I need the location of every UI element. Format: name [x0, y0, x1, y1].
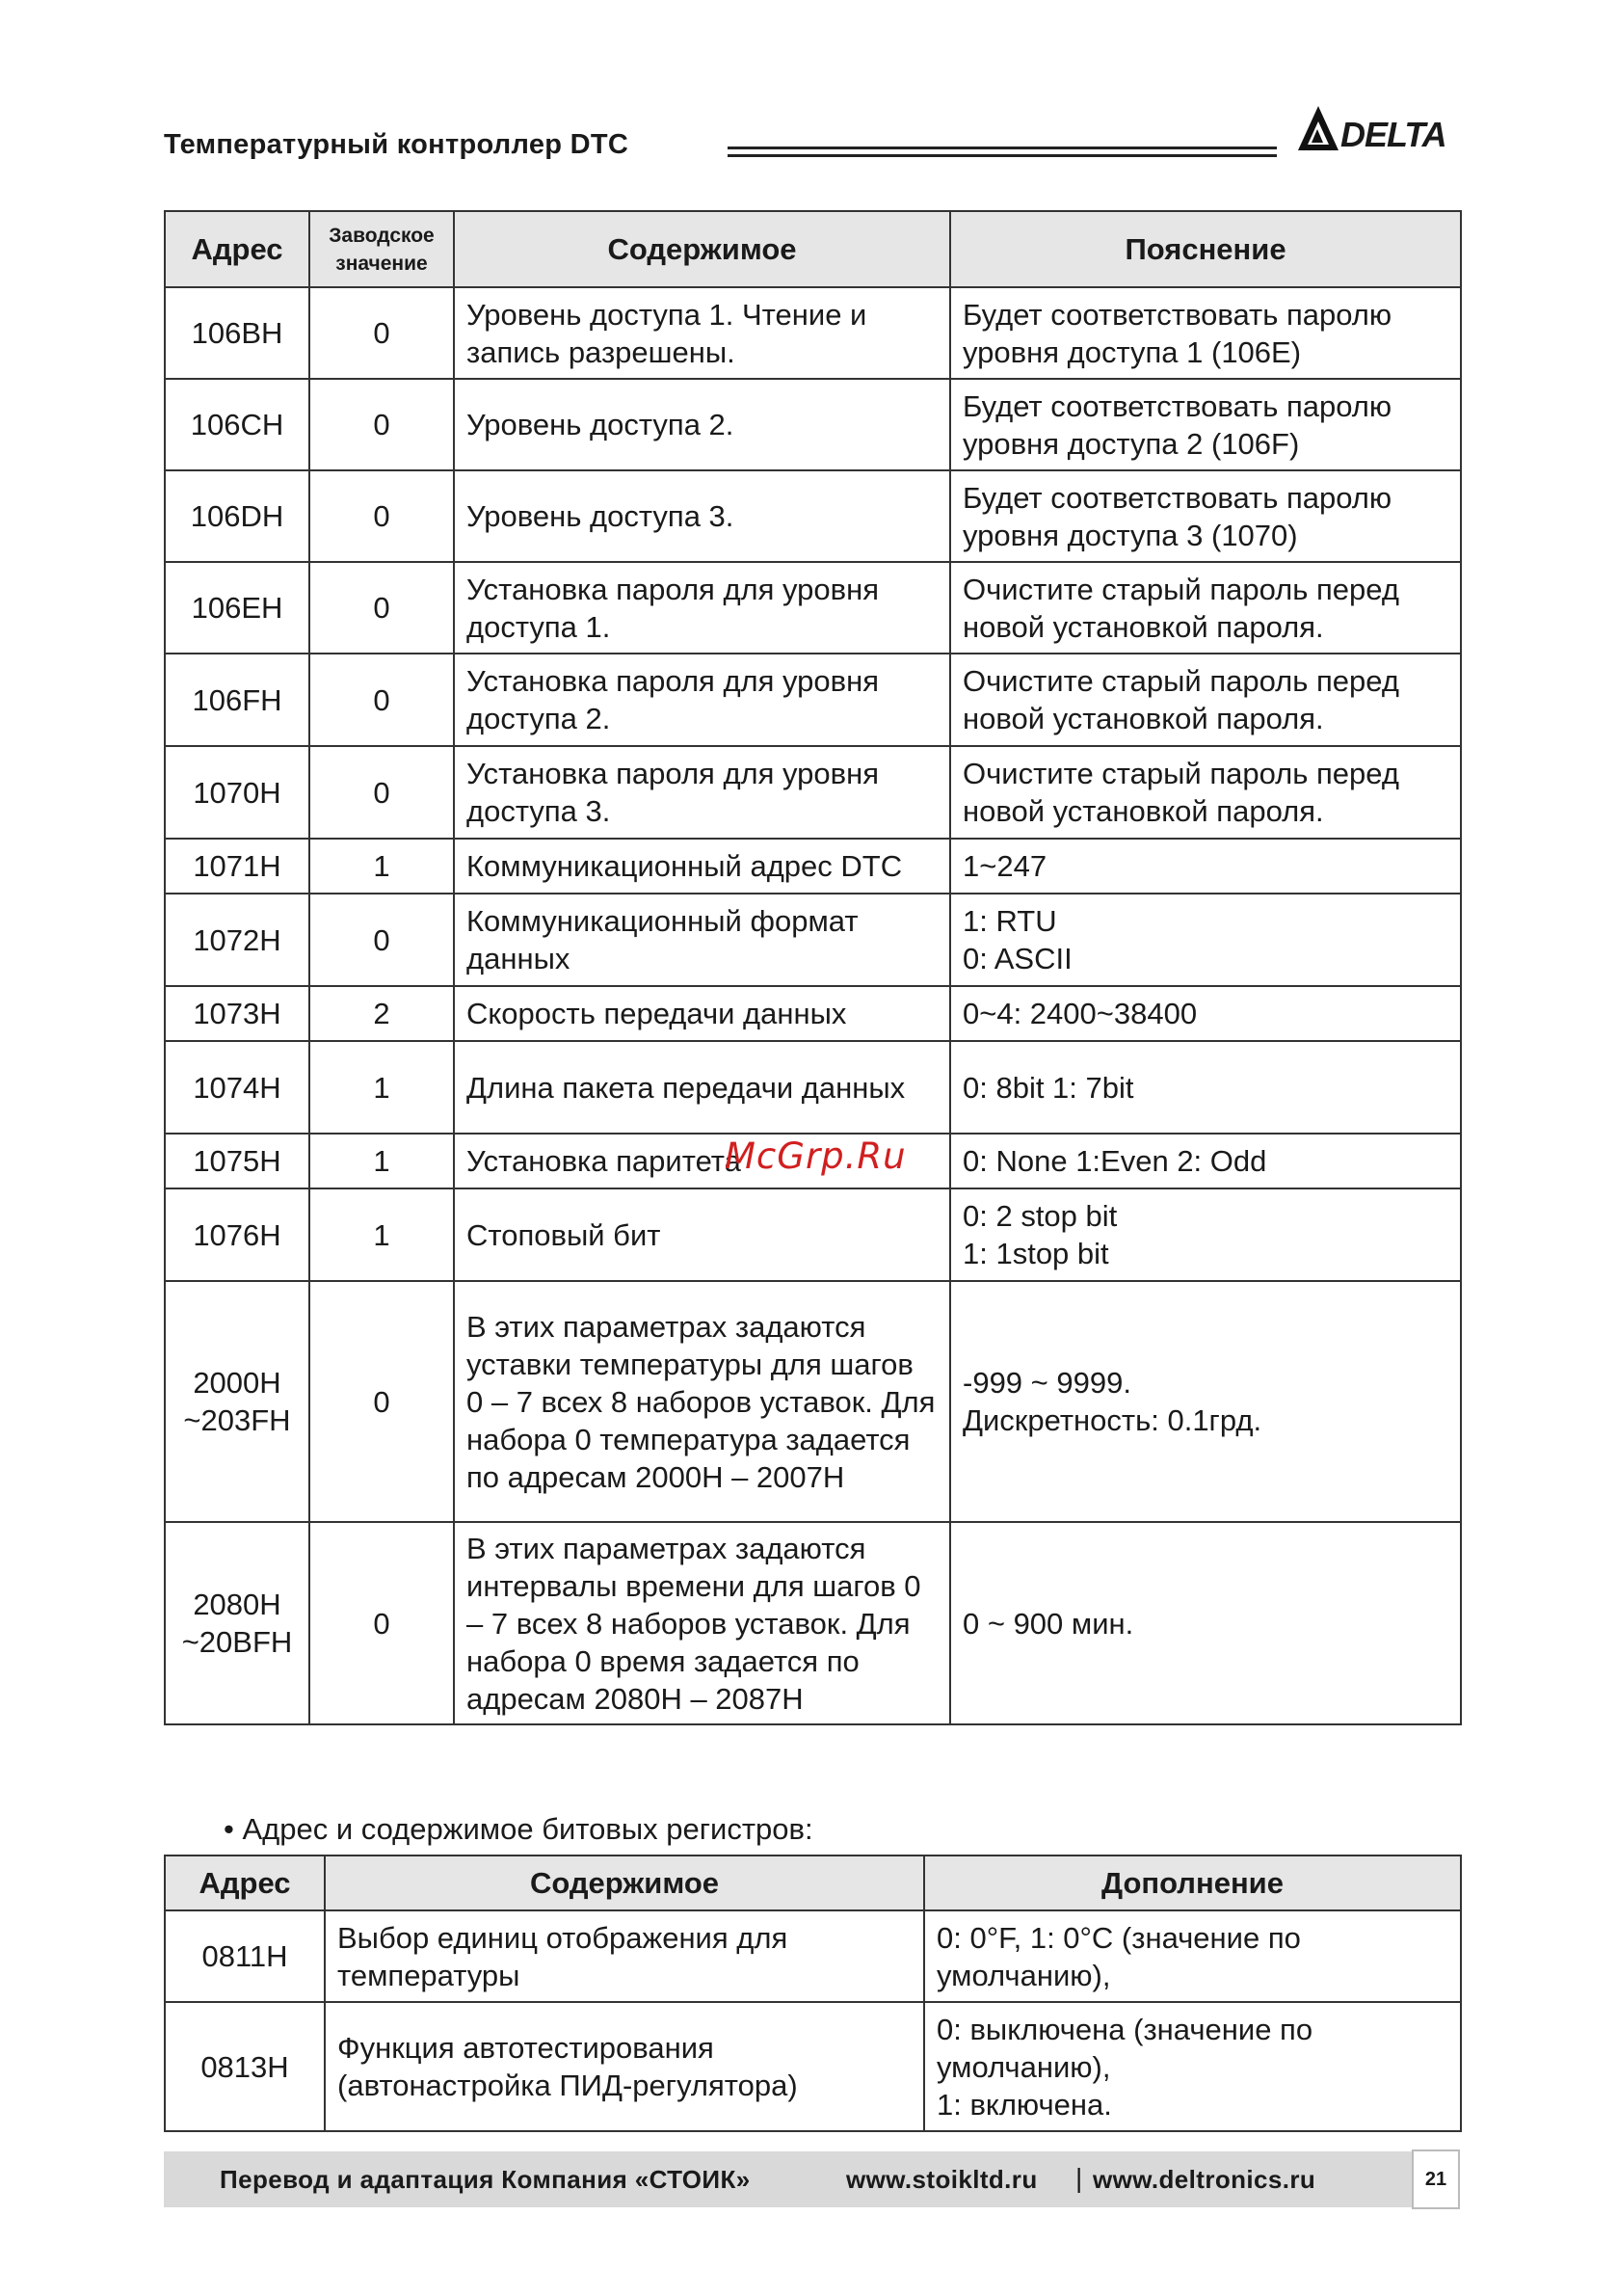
cell-address: 2000H ~203FH	[165, 1281, 309, 1522]
header-rule	[728, 147, 1277, 157]
cell-note: 1: RTU 0: ASCII	[950, 894, 1461, 986]
cell-address: 106CH	[165, 379, 309, 470]
cell-content: Коммуникационный формат данных	[454, 894, 950, 986]
table-row	[165, 1522, 1461, 1724]
cell-content: Установка паритета	[454, 1134, 950, 1188]
table-header-row	[165, 1855, 1461, 1910]
cell-content: Установка пароля для уровня доступа 2.	[454, 654, 950, 746]
header-title: Температурный контроллер DTC	[164, 129, 629, 160]
watermark: McGrp.Ru	[725, 1135, 907, 1177]
cell-default: 0	[309, 287, 454, 379]
cell-default: 1	[309, 1188, 454, 1281]
cell-address: 2080H ~20BFH	[165, 1522, 309, 1724]
cell-default: 1	[309, 839, 454, 894]
cell-content: Уровень доступа 3.	[454, 470, 950, 562]
cell-default: 0	[309, 894, 454, 986]
cell-note: 1~247	[950, 839, 1461, 894]
registers-table	[164, 210, 1462, 1725]
table-row	[165, 839, 1461, 894]
cell-default: 0	[309, 470, 454, 562]
table-row	[165, 746, 1461, 839]
col-header-content: Содержимое	[325, 1855, 924, 1910]
table-row	[165, 1041, 1461, 1134]
cell-default: 0	[309, 746, 454, 839]
table-row	[165, 2002, 1461, 2131]
cell-content: Длина пакета передачи данных	[454, 1041, 950, 1134]
col-header-default: Заводское значение	[309, 211, 454, 287]
cell-address: 1071H	[165, 839, 309, 894]
col-header-address: Адрес	[165, 211, 309, 287]
table-row	[165, 287, 1461, 379]
cell-default: 2	[309, 986, 454, 1041]
bit-registers-table-body	[165, 1910, 1461, 2131]
cell-address: 0811H	[165, 1910, 325, 2002]
cell-address: 106FH	[165, 654, 309, 746]
col-header-content: Содержимое	[454, 211, 950, 287]
footer-link-deltronics[interactable]: www.deltronics.ru	[1093, 2165, 1316, 2194]
cell-note: -999 ~ 9999. Дискретность: 0.1грд.	[950, 1281, 1461, 1522]
registers-table-body	[165, 287, 1461, 1724]
cell-note: Очистите старый пароль перед новой установкой пароля.	[950, 746, 1461, 839]
table-row	[165, 654, 1461, 746]
table-row	[165, 1281, 1461, 1522]
cell-note: 0: None 1:Even 2: Odd	[950, 1134, 1461, 1188]
cell-content: Выбор единиц отображения для температуры	[325, 1910, 924, 2002]
delta-logo	[1296, 104, 1460, 158]
page-number: 21	[1412, 2149, 1460, 2209]
footer-separator: |	[1075, 2163, 1083, 2193]
cell-note: Очистите старый пароль перед новой установкой пароля.	[950, 654, 1461, 746]
cell-content: Уровень доступа 1. Чтение и запись разрешены.	[454, 287, 950, 379]
cell-note: 0: 8bit 1: 7bit	[950, 1041, 1461, 1134]
cell-note: 0: 0°F, 1: 0°C (значение по умолчанию),	[924, 1910, 1461, 2002]
cell-default: 1	[309, 1134, 454, 1188]
col-header-address: Адрес	[165, 1855, 325, 1910]
col-header-note: Дополнение	[924, 1855, 1461, 1910]
cell-address: 106BH	[165, 287, 309, 379]
cell-default: 0	[309, 1281, 454, 1522]
cell-note: 0 ~ 900 мин.	[950, 1522, 1461, 1724]
cell-content: Установка пароля для уровня доступа 3.	[454, 746, 950, 839]
cell-default: 0	[309, 654, 454, 746]
cell-content: Скорость передачи данных	[454, 986, 950, 1041]
table-header-row	[165, 211, 1461, 287]
table-row	[165, 986, 1461, 1041]
cell-content: Стоповый бит	[454, 1188, 950, 1281]
cell-address: 1073H	[165, 986, 309, 1041]
cell-default: 0	[309, 1522, 454, 1724]
page-header	[164, 104, 1460, 164]
cell-address: 106EH	[165, 562, 309, 654]
cell-content: Уровень доступа 2.	[454, 379, 950, 470]
logo-text: DELTA	[1340, 115, 1446, 154]
cell-note: Очистите старый пароль перед новой установкой пароля.	[950, 562, 1461, 654]
table-row	[165, 470, 1461, 562]
cell-content: Установка пароля для уровня доступа 1.	[454, 562, 950, 654]
cell-address: 1070H	[165, 746, 309, 839]
cell-default: 0	[309, 562, 454, 654]
cell-address: 106DH	[165, 470, 309, 562]
table-row	[165, 1188, 1461, 1281]
cell-default: 0	[309, 379, 454, 470]
cell-content: В этих параметрах задаются интервалы времени для шагов 0 – 7 всех 8 наборов уставок. Для набора 0 время задается по адресам 2080H – 2087H	[454, 1522, 950, 1724]
cell-content: Функция автотестирования (автонастройка ПИД-регулятора)	[325, 2002, 924, 2131]
cell-content: В этих параметрах задаются уставки температуры для шагов 0 – 7 всех 8 наборов уставок. Для набора 0 температура задается по адресам 2000H – 2007H	[454, 1281, 950, 1522]
cell-note: Будет соответствовать паролю уровня доступа 3 (1070)	[950, 470, 1461, 562]
footer-link-stoik[interactable]: www.stoikltd.ru	[846, 2165, 1038, 2194]
bit-registers-table	[164, 1855, 1462, 2132]
col-header-note: Пояснение	[950, 211, 1461, 287]
delta-triangle-icon	[1296, 104, 1340, 152]
cell-address: 0813H	[165, 2002, 325, 2131]
table-row	[165, 1910, 1461, 2002]
cell-address: 1075H	[165, 1134, 309, 1188]
cell-note: 0~4: 2400~38400	[950, 986, 1461, 1041]
cell-address: 1076H	[165, 1188, 309, 1281]
cell-default: 1	[309, 1041, 454, 1134]
page-footer	[164, 2151, 1460, 2207]
table-row	[165, 562, 1461, 654]
bit-registers-caption: • Адрес и содержимое битовых регистров:	[224, 1812, 813, 1846]
footer-credit: Перевод и адаптация Компания «СТОИК»	[220, 2165, 751, 2194]
table-row	[165, 894, 1461, 986]
cell-address: 1074H	[165, 1041, 309, 1134]
table-row	[165, 379, 1461, 470]
cell-note: Будет соответствовать паролю уровня доступа 1 (106E)	[950, 287, 1461, 379]
cell-content: Коммуникационный адрес DTC	[454, 839, 950, 894]
cell-note: Будет соответствовать паролю уровня доступа 2 (106F)	[950, 379, 1461, 470]
cell-note: 0: выключена (значение по умолчанию), 1: включена.	[924, 2002, 1461, 2131]
cell-address: 1072H	[165, 894, 309, 986]
cell-note: 0: 2 stop bit 1: 1stop bit	[950, 1188, 1461, 1281]
